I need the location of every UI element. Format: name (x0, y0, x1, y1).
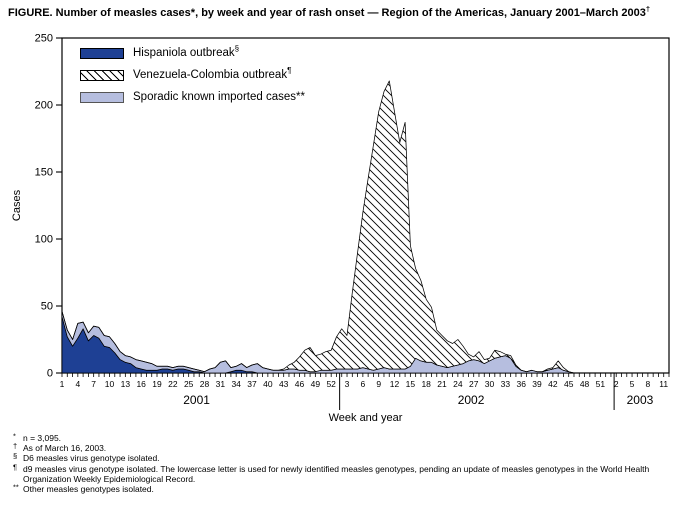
y-tick-label: 150 (34, 166, 53, 179)
legend-item-venezuela-colombia (80, 66, 305, 81)
x-tick-label: 39 (532, 379, 542, 389)
x-tick-label: 30 (484, 379, 495, 389)
x-tick-label: 11 (659, 379, 669, 389)
x-tick-label: 37 (247, 379, 257, 389)
x-tick-label: 5 (629, 379, 635, 389)
x-tick-label: 10 (104, 379, 115, 389)
x-tick-label: 2 (613, 379, 619, 389)
x-tick-label: 19 (152, 379, 162, 389)
footnote-n: * n = 3,095. (13, 431, 62, 443)
figure-title-text: FIGURE. Number of measles cases*, by week and year of rash onset — Region of the Americas, January 2001–March 2003 (8, 7, 646, 19)
x-tick-label: 8 (645, 379, 651, 389)
figure-title-dagger: † (645, 4, 651, 14)
x-tick-label: 24 (453, 379, 463, 389)
x-tick-label: 12 (389, 379, 400, 389)
x-tick-label: 16 (136, 379, 146, 389)
y-tick-label: 200 (34, 99, 53, 112)
year-label: 2002 (457, 393, 485, 407)
x-tick-label: 3 (344, 379, 350, 389)
x-tick-label: 31 (215, 379, 226, 389)
sporadic-swatch-icon (80, 92, 124, 103)
footnote-d9-genotype: ¶ d9 measles virus genotype isolated. The lowercase letter is used for newly identified measles genotypes, pending an update of measles genotypes in the World Health Organization Weekly Epidemiological Record. (13, 462, 650, 484)
x-tick-label: 18 (421, 379, 431, 389)
x-tick-label: 22 (168, 379, 178, 389)
x-tick-label: 27 (468, 379, 479, 389)
x-tick-label: 9 (376, 379, 382, 389)
x-tick-label: 25 (183, 379, 194, 389)
y-tick-label: 0 (46, 367, 53, 380)
footnote-as-of: † As of March 16, 2003. (13, 441, 107, 454)
footnote-d6-genotype: § D6 measles virus genotype isolated. (13, 451, 160, 464)
x-tick-label: 43 (278, 379, 289, 389)
x-tick-label: 52 (326, 379, 336, 389)
x-tick-label: 51 (595, 379, 606, 389)
legend-label: Venezuela-Colombia outbreak¶ (133, 66, 292, 81)
x-tick-label: 36 (516, 379, 526, 389)
x-tick-label: 46 (294, 379, 305, 389)
legend-item-hispaniola (80, 44, 305, 59)
x-tick-label: 34 (231, 379, 241, 389)
x-tick-label: 21 (437, 379, 447, 389)
x-tick-label: 48 (579, 379, 590, 389)
y-tick-label: 100 (34, 233, 53, 246)
x-tick-label: 6 (360, 379, 366, 389)
x-tick-label: 15 (405, 379, 416, 389)
x-tick-label: 40 (263, 379, 273, 389)
year-label: 2003 (626, 393, 654, 407)
x-tick-label: 4 (75, 379, 81, 389)
x-tick-label: 1 (59, 379, 65, 389)
y-axis-title: Cases (11, 189, 23, 222)
x-tick-label: 49 (310, 379, 321, 389)
footnotes (9, 433, 685, 494)
x-tick-label: 45 (563, 379, 574, 389)
x-axis-title: Week and year (328, 412, 403, 424)
venezuela-colombia-swatch-icon (80, 70, 124, 81)
x-tick-label: 33 (500, 379, 511, 389)
footnote-other-genotypes: ** Other measles genotypes isolated. (13, 482, 154, 494)
legend-label: Sporadic known imported cases** (133, 91, 305, 103)
chart-legend (80, 44, 305, 103)
x-tick-label: 42 (548, 379, 558, 389)
hispaniola-swatch-icon (80, 48, 124, 59)
year-label: 2001 (183, 393, 210, 407)
legend-item-sporadic-imported (80, 91, 305, 103)
x-tick-label: 7 (91, 379, 97, 389)
x-tick-label: 28 (199, 379, 210, 389)
y-tick-label: 50 (40, 300, 53, 313)
x-tick-label: 13 (120, 379, 131, 389)
y-tick-label: 250 (34, 32, 53, 45)
legend-label: Hispaniola outbreak§ (133, 44, 240, 59)
